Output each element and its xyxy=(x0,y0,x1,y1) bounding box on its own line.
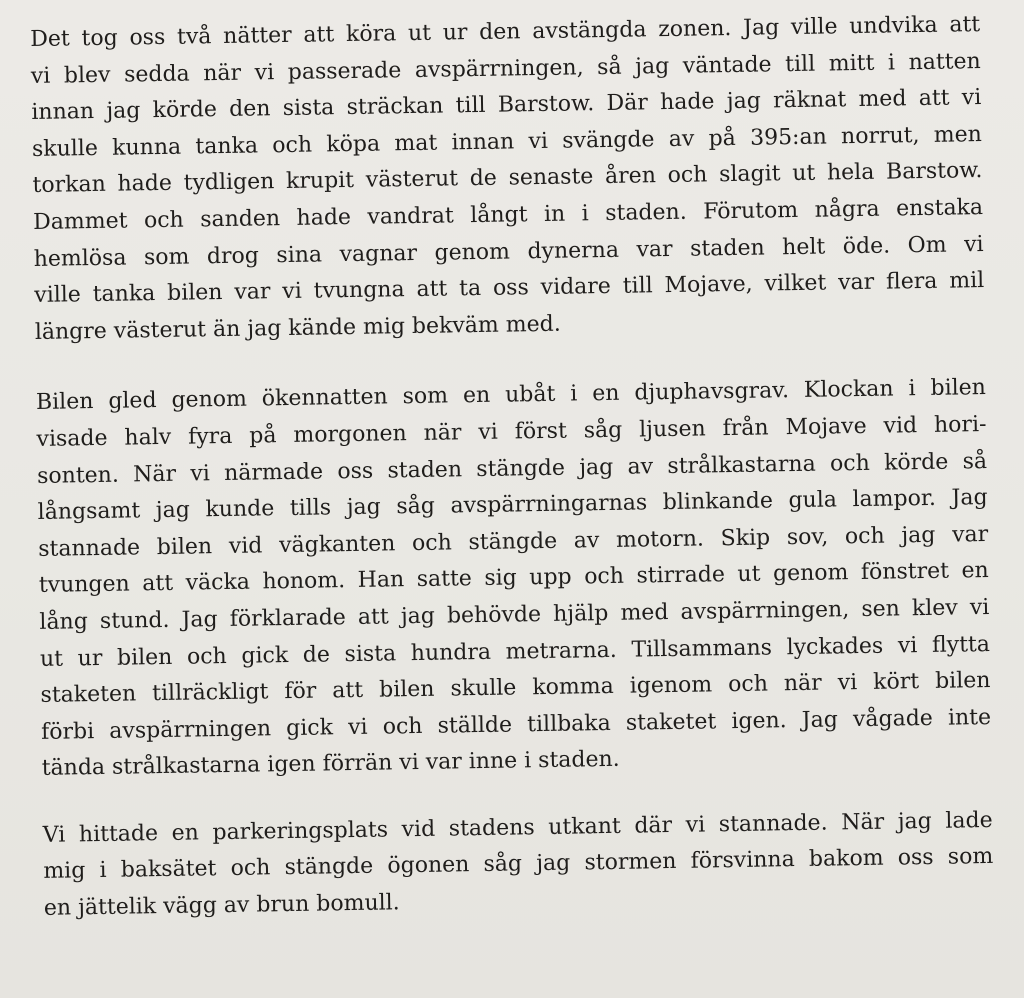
text-line: innan jag körde den sista sträckan till Barstow. Där hade jag räknat med att vi xyxy=(31,85,982,126)
text-line: Bilen gled genom ökennatten som en ubåt i en djuphavsgrav. Klockan i bilen xyxy=(35,375,987,416)
text-line: visade halv fyra på morgonen när vi först såg ljusen från Mojave vid hori- xyxy=(36,411,987,452)
text-line: tvungen att väcka honom. Han satte sig upp och stirrade ut genom fönstret en xyxy=(38,558,989,599)
text-line: Det tog oss två nätter att köra ut ur den avstängda zonen. Jag ville undvika att xyxy=(30,12,981,52)
body-text xyxy=(30,7,994,927)
text-line: en jättelik vägg av brun bomull. xyxy=(43,890,400,921)
text-line: mig i baksätet och stängde ögonen såg jag stormen försvinna bakom oss som xyxy=(43,844,994,885)
paragraph-3 xyxy=(43,803,995,928)
text-line: förbi avspärrningen gick vi och ställde tillbaka staketet igen. Jag vågade inte xyxy=(40,704,992,745)
text-line: Vi hittade en parkeringsplats vid stadens utkant där vi stannade. När jag lade xyxy=(42,807,993,848)
paragraph-2 xyxy=(36,370,992,787)
text-line: ut ur bilen och gick de sista hundra metrarna. Tillsammans lyckades vi flytta xyxy=(39,631,991,672)
paragraph-1 xyxy=(30,7,985,351)
text-line: långsamt jag kunde tills jag såg avspärrningarnas blinkande gula lampor. Jag xyxy=(37,485,988,526)
text-line: ville tanka bilen var vi tvungna att ta oss vidare till Mojave, vilket var flera mil xyxy=(34,268,985,309)
text-line: tända strålkastarna igen förrän vi var inne i staden. xyxy=(41,747,620,782)
text-line: stannade bilen vid vägkanten och stängde av motorn. Skip sov, och jag var xyxy=(38,521,989,562)
text-line: hemlösa som drog sina vagnar genom dynerna var staden helt öde. Om vi xyxy=(33,231,984,272)
text-line: längre västerut än jag kände mig bekväm med. xyxy=(34,311,561,345)
text-line: Dammet och sanden hade vandrat långt in i staden. Förutom några enstaka xyxy=(32,195,984,235)
text-line: vi blev sedda när vi passerade avspärrningen, så jag väntade till mitt i natten xyxy=(30,48,981,89)
text-line: staketen tillräckligt för att bilen skulle komma igenom och när vi kört bilen xyxy=(40,668,991,709)
text-line: sonten. När vi närmade oss staden stängde jag av strålkastarna och körde så xyxy=(36,448,988,489)
text-line: lång stund. Jag förklarade att jag behövde hjälp med avspärrningen, sen klev vi xyxy=(39,594,990,635)
text-line: torkan hade tydligen krupit västerut de senaste åren och slagit ut hela Barstow. xyxy=(32,158,983,199)
text-line: skulle kunna tanka och köpa mat innan vi svängde av på 395:an norrut, men xyxy=(31,121,983,162)
